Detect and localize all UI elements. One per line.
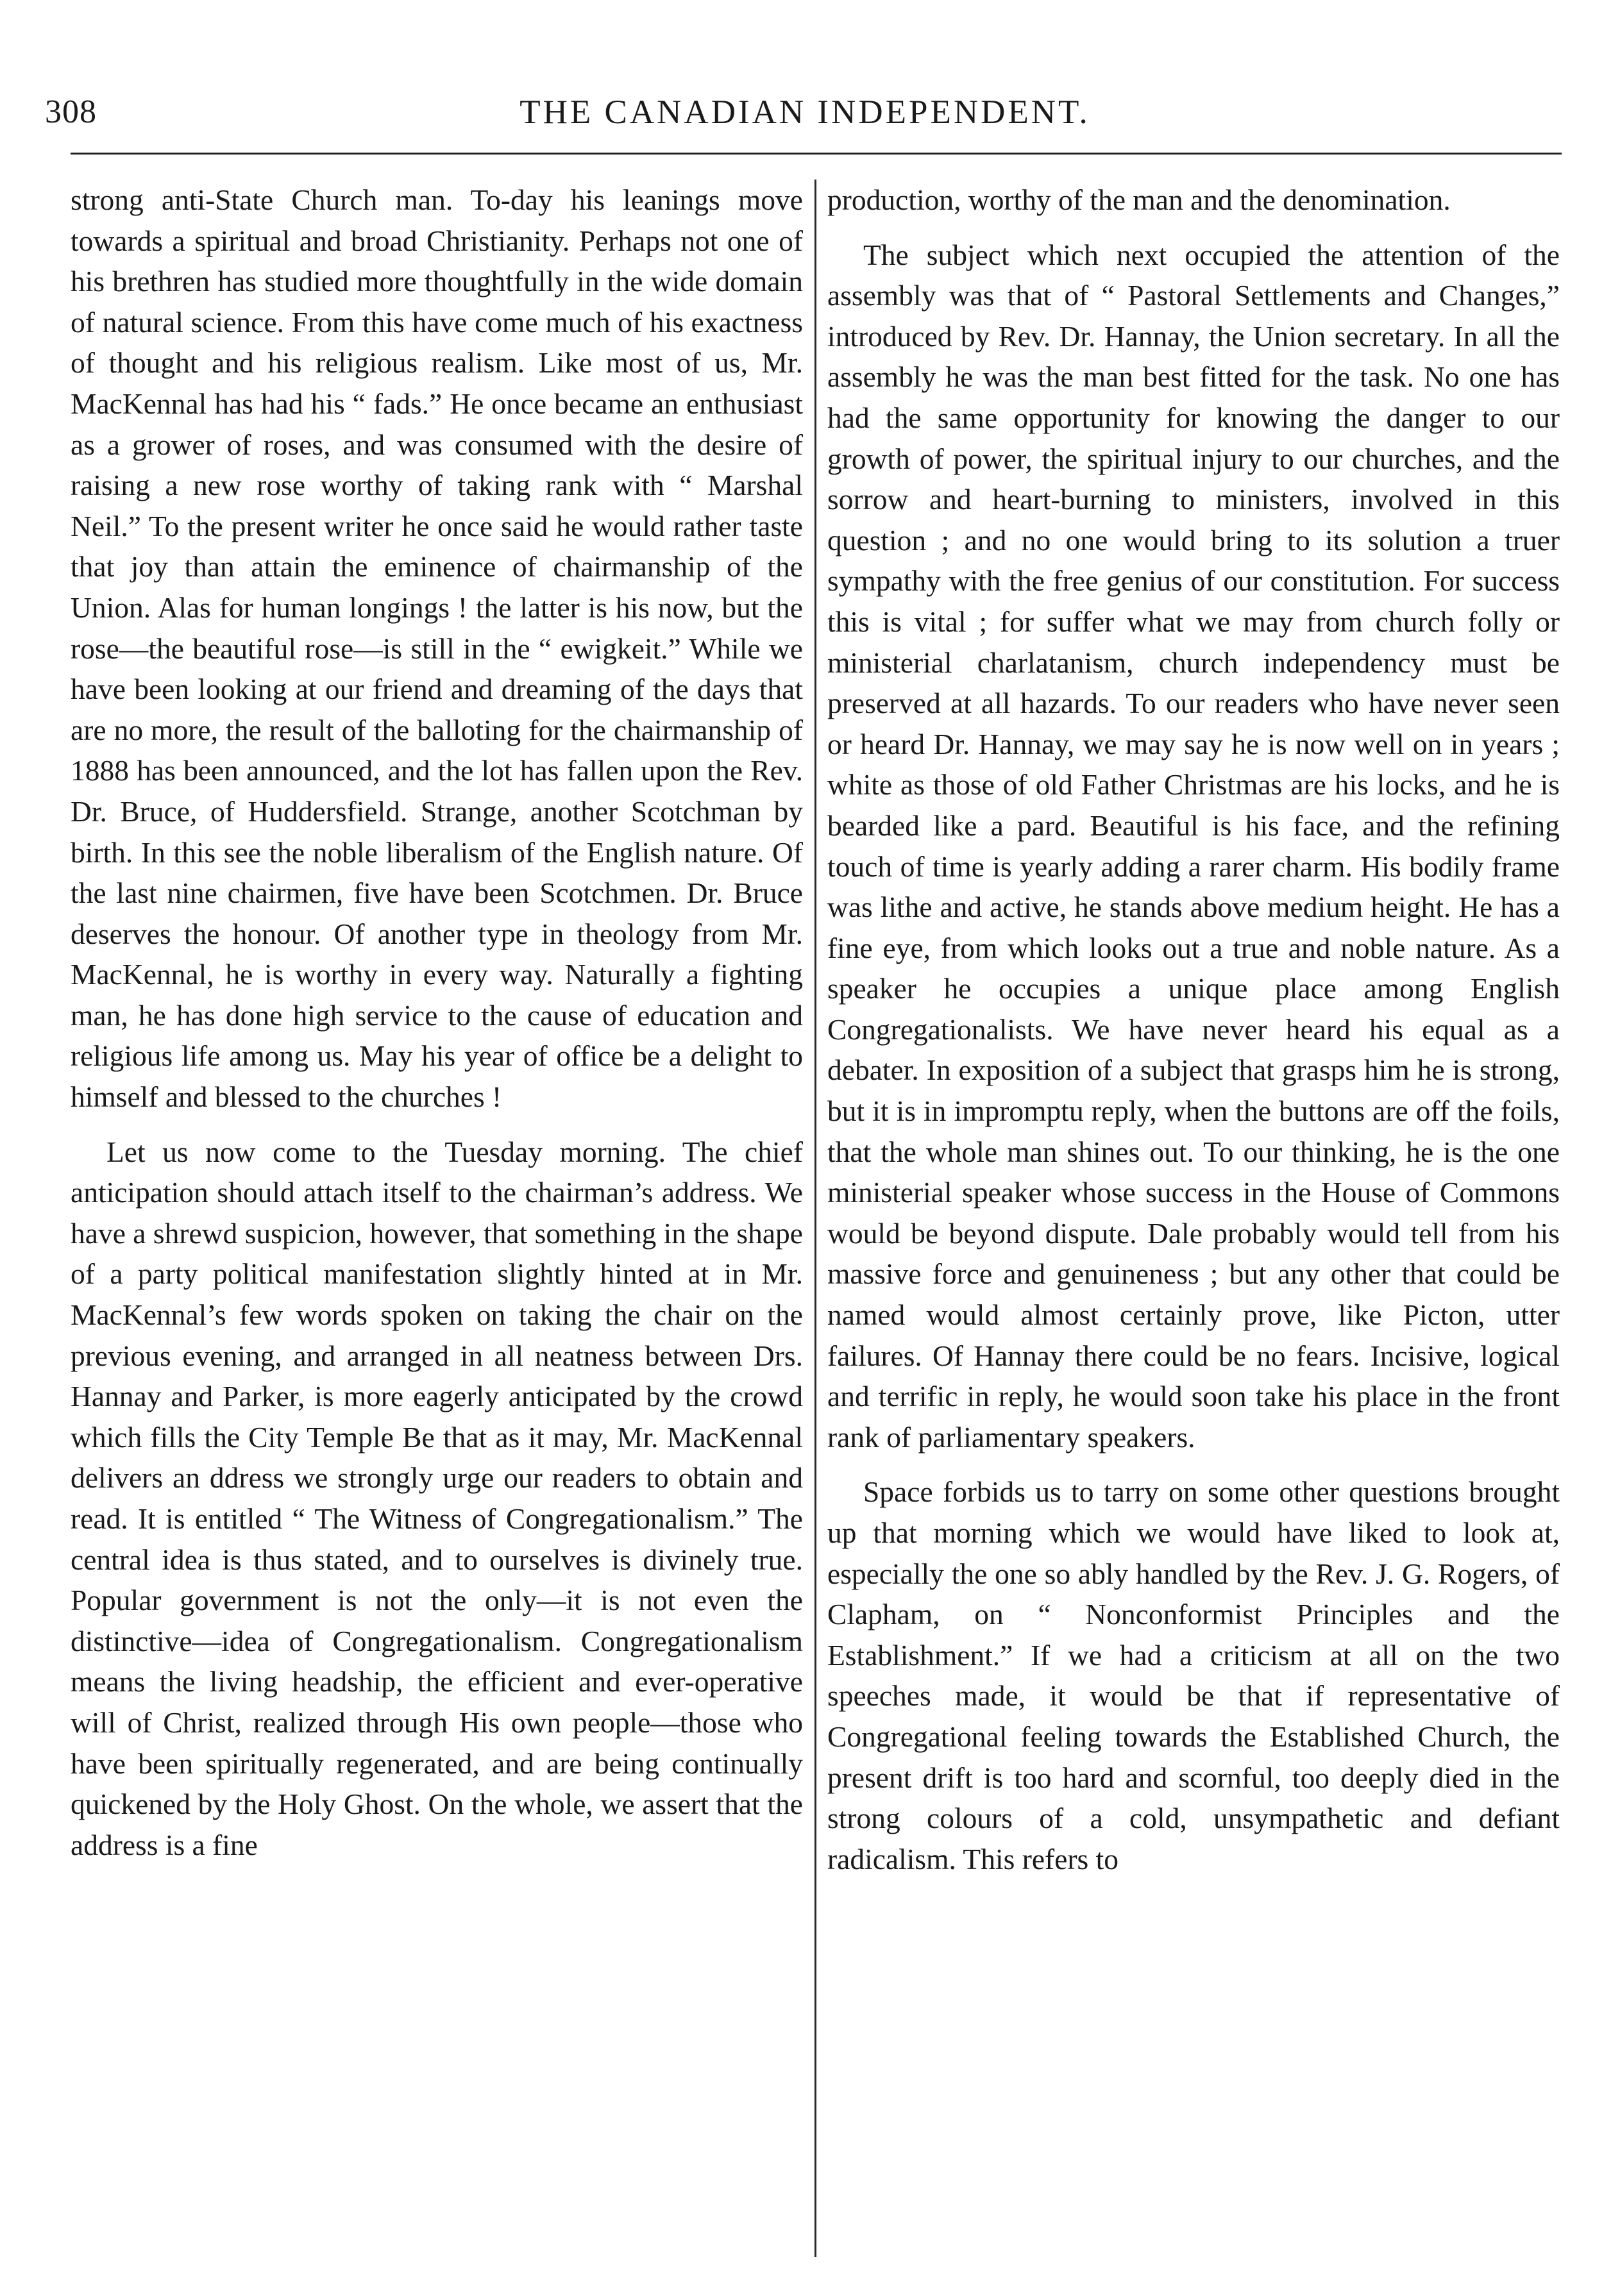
- column-divider: [814, 180, 816, 2257]
- right-column: [827, 180, 1560, 1879]
- page-number: 308: [45, 94, 97, 130]
- left-paragraph-2: Let us now come to the Tuesday morning. The chief anticipation should attach itself to the chairman’s address. We have a shrewd suspicion, however, that something in the shape of a party political manifestation slightly hinted at in Mr. MacKennal’s few words spoken on taking the chair on the previous evening, and arranged in all neatness between Drs. Hannay and Parker, is more eagerly anticipated by the crowd which fills the City Temple Be that as it may, Mr. MacKennal delivers an ddress we strongly urge our readers to obtain and read. It is entitled “ The Witness of Congregationalism.” The central idea is thus stated, and to ourselves is divinely true. Popular government is not the only—it is not even the distinctive—idea of Congregationalism. Congregationalism means the living headship, the efficient and ever-operative will of Christ, realized through His own people—those who have been spiritually regenerated, and are being continually quickened by the Holy Ghost. On the whole, we assert that the address is a fine: [71, 1135, 803, 1861]
- left-column: [71, 180, 803, 1865]
- left-paragraph-1: strong anti-State Church man. To-day his leanings move towards a spiritual and broad Christianity. Perhaps not one of his brethren has studied more thoughtfully in the wide domain of natural science. From this have come much of his exactness of thought and his religious realism. Like most of us, Mr. MacKennal has had his “ fads.” He once became an enthusiast as a grower of roses, and was consumed with the desire of raising a new rose worthy of taking rank with “ Marshal Neil.” To the present writer he once said he would rather taste that joy than attain the eminence of chairmanship of the Union. Alas for human longings ! the latter is his now, but the rose—the beautiful rose—is still in the “ ewigkeit.” While we have been looking at our friend and dreaming of the days that are no more, the result of the balloting for the chairmanship of 1888 has been announced, and the lot has fallen upon the Rev. Dr. Bruce, of Huddersfield. Strange, another Scotchman by birth. In this see the noble liberalism of the English nature. Of the last nine chairmen, five have been Scotchmen. Dr. Bruce deserves the honour. Of another type in theology from Mr. MacKennal, he is worthy in every way. Naturally a fighting man, he has done high service to the cause of education and religious life among us. May his year of office be a delight to himself and blessed to the churches !: [71, 183, 803, 1114]
- page-header: [45, 90, 1565, 135]
- right-paragraph-1: production, worthy of the man and the denomination.: [827, 183, 1451, 216]
- right-paragraph-3: Space forbids us to tarry on some other questions brought up that morning which we would have liked to look at, especially the one so ably handled by the Rev. J. G. Rogers, of Clapham, on “ Nonconformist Principles and the Establishment.” If we had a criticism at all on the two speeches made, it would be that if representative of Congregational feeling towards the Established Church, the present drift is too hard and scornful, too deeply died in the strong colours of a cold, unsympathetic and defiant radicalism. This refers to: [827, 1475, 1560, 1875]
- running-title: THE CANADIAN INDEPENDENT.: [519, 94, 1090, 131]
- header-rule: [71, 153, 1562, 155]
- right-paragraph-2: The subject which next occupied the attention of the assembly was that of “ Pastoral Settlements and Changes,” introduced by Rev. Dr. Hannay, the Union secretary. In all the assembly he was the man best fitted for the task. No one has had the same opportunity for knowing the danger to our growth of power, the spiritual injury to our churches, and the sorrow and heart-burning to ministers, involved in this question ; and no one would bring to its solution a truer sympathy with the free genius of our constitution. For success this is vital ; for suffer what we may from church folly or ministerial charlatanism, church independency must be preserved at all hazards. To our readers who have never seen or heard Dr. Hannay, we may say he is now well on in years ; white as those of old Father Christmas are his locks, and he is bearded like a pard. Beautiful is his face, and the refining touch of time is yearly adding a rarer charm. His bodily frame was lithe and active, he stands above medium height. He has a fine eye, from which looks out a true and noble nature. As a speaker he occupies a unique place among English Congregationalists. We have never heard his equal as a debater. In exposition of a subject that grasps him he is strong, but it is in impromptu reply, when the buttons are off the foils, that the whole man shines out. To our thinking, he is the one ministerial speaker whose success in the House of Commons would be beyond dispute. Dale probably would tell from his massive force and genuineness ; but any other that could be named would almost certainly prove, like Picton, utter failures. Of Hannay there could be no fears. Incisive, logical and terrific in reply, he would soon take his place in the front rank of parliamentary speakers.: [827, 238, 1560, 1454]
